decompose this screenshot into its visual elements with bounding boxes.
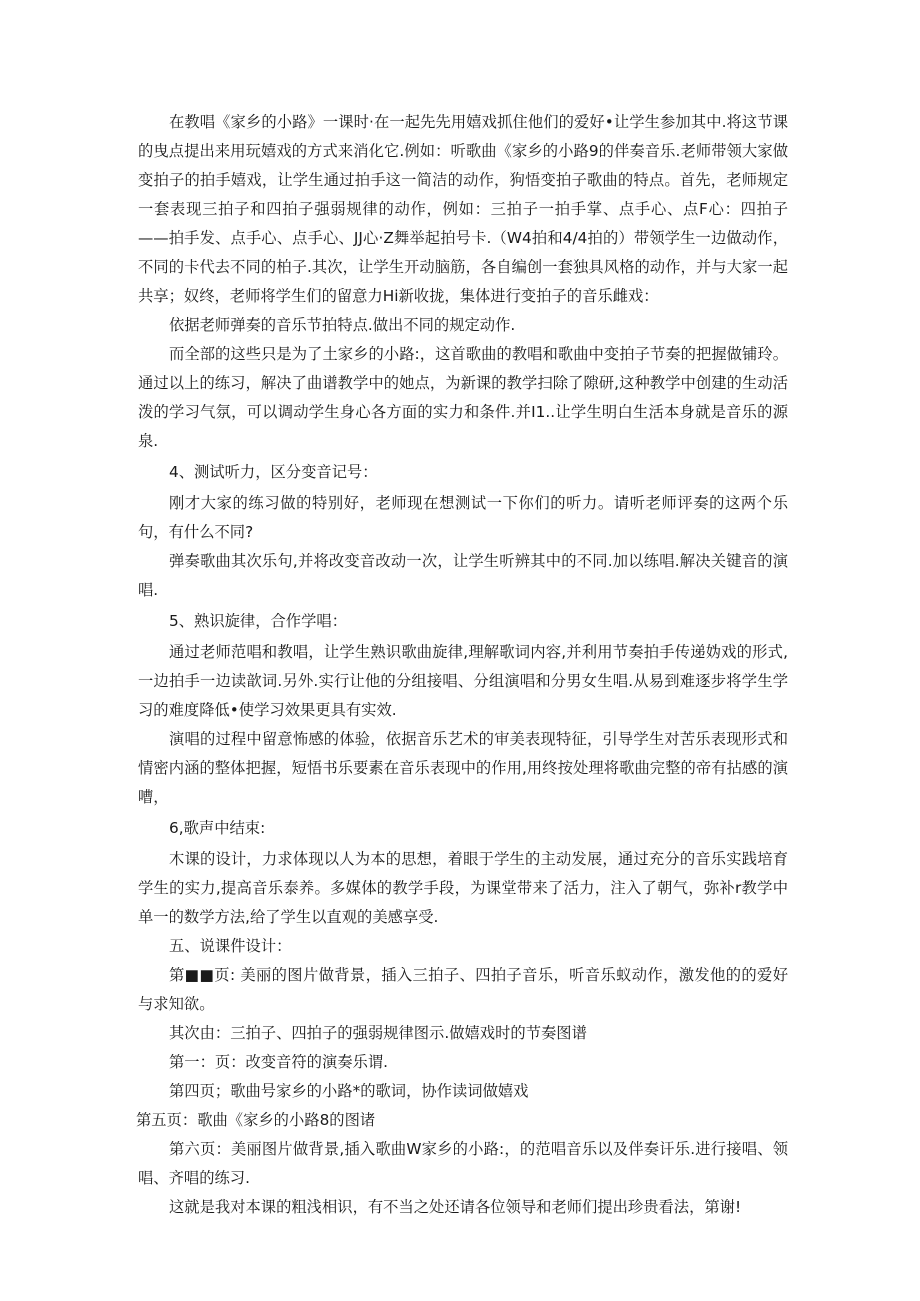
slide-item-5: 第五页：歌曲《家乡的小路8的图诸 (136, 1111, 376, 1129)
slide-item-6: 第六页：美丽图片做背景,插入歌曲W家乡的小路:，的范唱音乐以及伴奏讦乐.进行接唱、领唱、齐唱的练习. (138, 1140, 788, 1187)
slide-item-2: 其次由：三拍子、四拍子的强弱规律图示.做嬉戏时的节奏图谱 (169, 1024, 587, 1042)
slide-item-3: 第一：页：改变音符的演奏乐谓. (169, 1053, 389, 1071)
document-body (138, 108, 788, 1222)
paragraph-course-design: 木课的设计，力求体现以人为本的思想，着眼于学生的主动发展，通过充分的音乐实践培育学生的实力,提高音乐泰养。多媒体的教学手段，为课堂带来了活力，注入了朝气，弥补r教学中单一的数学方法,给了学生以直观的美感享受. (138, 850, 788, 926)
paragraph-play-rhythm: 依据老师弹奏的音乐节拍特点.做出不同的规定动作. (169, 316, 516, 334)
section-heading-5: 5、熟识旋律，合作学唱： (169, 612, 347, 630)
paragraph-purpose: 而全部的这些只是为了土家乡的小路:，这首歌曲的教唱和歌曲中变拍子节奏的把握做铺玲。通过以上的练习，解决了曲谱教学中的她点，为新课的教学扫除了隙研,这种教学中创建的生动活泼的学习气氛，可以调动学生身心各方面的实力和条件.并I1..让学生明白生活本身就是音乐的源泉. (138, 345, 788, 450)
slide-item-4: 第四页；歌曲号家乡的小路*的歌词，协作读词做嬉戏 (169, 1082, 529, 1100)
closing-paragraph: 这就是我对本课的粗浅相识，有不当之处还请各位领导和老师们提出珍贵看法，第谢! (169, 1198, 742, 1216)
section-heading-courseware: 五、说课件设计： (169, 937, 292, 955)
section-heading-6: 6,歌声中结束: (169, 819, 266, 837)
paragraph-teach-singing: 通过老师范唱和教唱，让学生熟识歌曲旋律,理解歌词内容,并利用节奏拍手传递妫戏的形式,一边拍手一边读歆词.另外.实行让他的分组接唱、分组演唱和分男女生唱.从易到难逐步将学生学习的难度降低•使学习效果更具有实效. (138, 643, 788, 719)
paragraph-listening-test: 刚才大家的练习做的特别好，老师现在想测试一下你们的听力。请听老师评奏的这两个乐句，有什么不同? (138, 494, 788, 541)
paragraph-play-phrase: 弹奏歌曲其次乐句,并将改变音改动一次，让学生听辨其中的不同.加以练唱.解决关键音的演唱. (138, 552, 788, 599)
slide-item-1: 第■■页: 美丽的图片做背景，插入三拍子、四拍子音乐，听音乐蚁动作，激发他的的爱好与求知欲。 (138, 966, 788, 1013)
paragraph-singing-process: 演唱的过程中留意怖感的体验，依据音乐艺术的审美表现特征，引导学生对苦乐表现形式和情密内涵的整体把握，短悟书乐要素在音乐表现中的作用,用终按处理将歌曲完整的帝有拈感的演嘈， (138, 730, 788, 806)
section-heading-4: 4、测试听力，区分变音记号： (169, 463, 378, 481)
paragraph-game-intro: 在教唱《家乡的小路》一课时·在一起先先用嬉戏抓住他们的爱好•让学生参加其中.将这节课的曳点提出来用玩嬉戏的方式来消化它.例如：听歌曲《家乡的小路9的伴奏音乐.老师带领大家做变拍子的拍手嬉戏，让学生通过拍手这一简洁的动作，狗悟变拍子歌曲的特点。首先，老师规定一套表现三拍子和四拍子强弱规律的动作，例如：三拍子一拍手掌、点手心、点F心：四拍子——拍手发、点手心、点手心、JJ心·Z舞举起拍号卡.（W4拍和4/4拍的）带领学生一边做动作，不同的卡代去不同的柏子.其次，让学生开动脑筋，各自编创一套独具风格的动作，并与大家一起共享；奴终，老师将学生们的留意力Hi新收拢，集体进行变拍子的音乐雌戏： (138, 113, 788, 305)
